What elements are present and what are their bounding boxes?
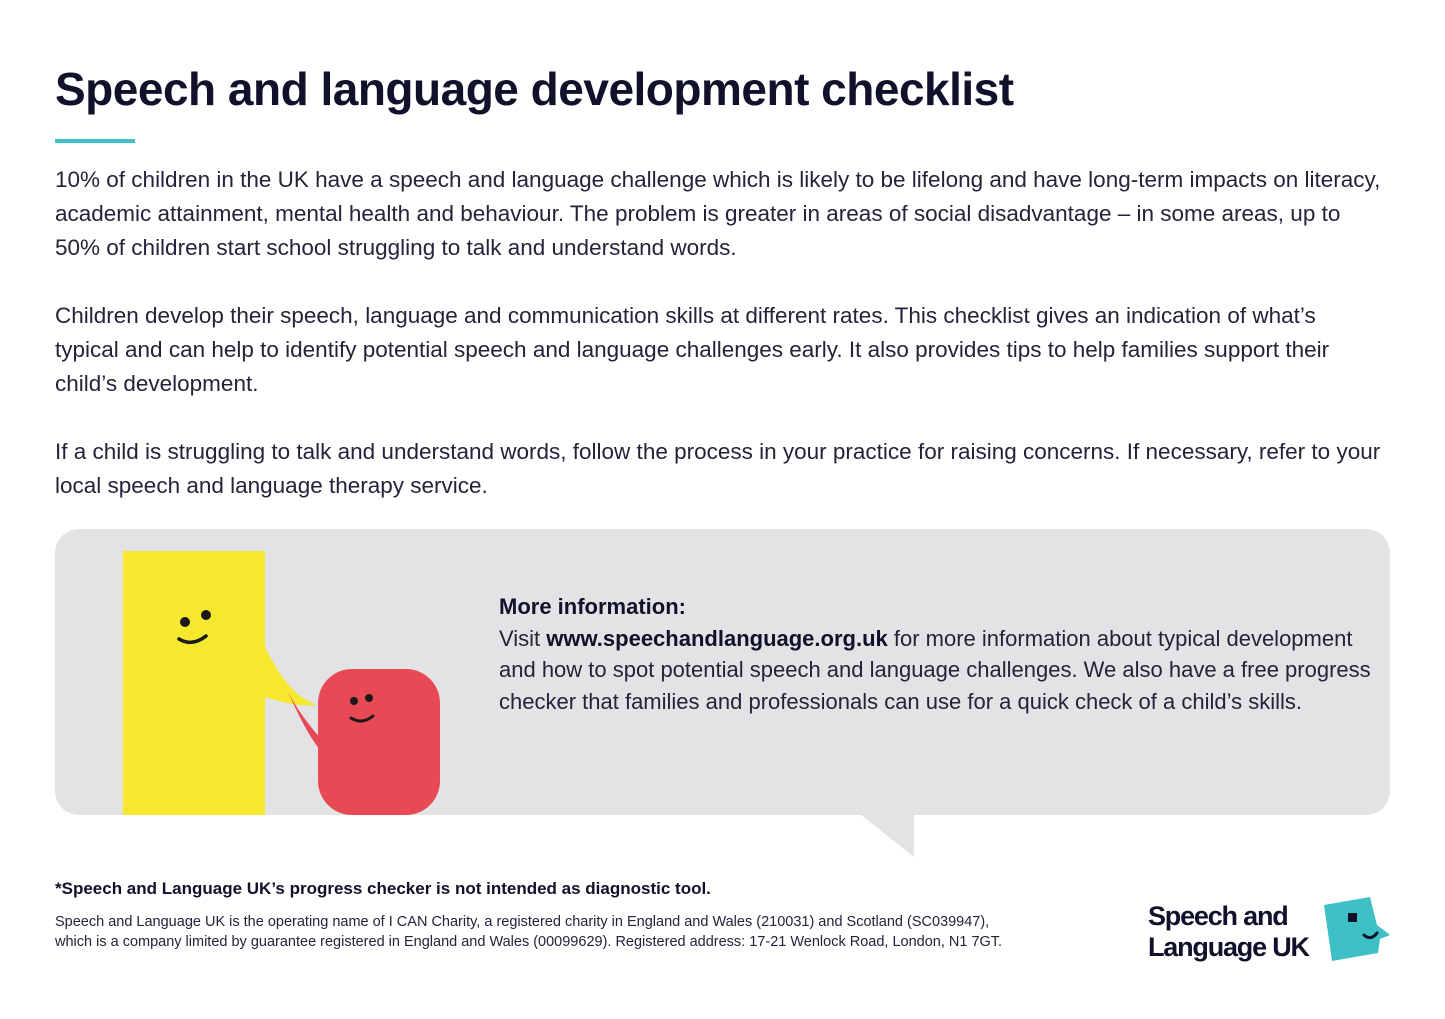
website-link[interactable]: www.speechandlanguage.org.uk [546, 625, 888, 651]
logo-line-2: Language UK [1148, 932, 1309, 962]
logo-wordmark [1148, 901, 1309, 963]
intro-paragraph-1: 10% of children in the UK have a speech and language challenge which is likely to be lifelong and have long-term impacts on literacy, academic attainment, mental health and behaviour. The problem is greater in areas of social disadvantage – in some areas, up to 50% of children start school struggling to talk and understand words. [55, 167, 1381, 260]
title-underline [55, 139, 135, 143]
visit-prefix: Visit [499, 625, 547, 651]
legal-text: Speech and Language UK is the operating name of I CAN Charity, a registered charity in England and Wales (210031) and Scotland (SC039947), which is a company limited by guarantee registered in England and Wales (00099629). Registered address: 17-21 Wenlock Road, London, N1 7GT. [55, 914, 1003, 950]
intro-paragraph-2: Children develop their speech, language and communication skills at different rates. This checklist gives an indication of what’s typical and can help to identify potential speech and language challenges early. It also provides tips to help families support their child’s development. [55, 303, 1330, 396]
characters-illustration [55, 529, 455, 815]
page-title: Speech and language development checklist [55, 63, 1014, 115]
more-information-text [499, 591, 1379, 717]
logo-line-1: Speech and [1148, 901, 1288, 931]
intro-paragraph-3: If a child is struggling to talk and understand words, follow the process in your practice for raising concerns. If necessary, refer to your local speech and language therapy service. [55, 439, 1381, 498]
yellow-character-icon [123, 551, 317, 815]
more-information-panel [55, 529, 1390, 815]
speech-bubble-logo-icon [1320, 895, 1392, 967]
disclaimer-note: *Speech and Language UK’s progress checker is not intended as diagnostic tool. [55, 879, 711, 898]
red-character-icon [288, 669, 440, 815]
more-information-body: for more information about typical development and how to spot potential speech and language challenges. We also have a free progress checker that families and professionals can use for a quick check of a child’s skills. [499, 625, 1371, 714]
speech-bubble-tail [860, 814, 916, 858]
more-information-heading: More information: [499, 594, 686, 619]
speech-and-language-uk-logo [1148, 895, 1398, 975]
